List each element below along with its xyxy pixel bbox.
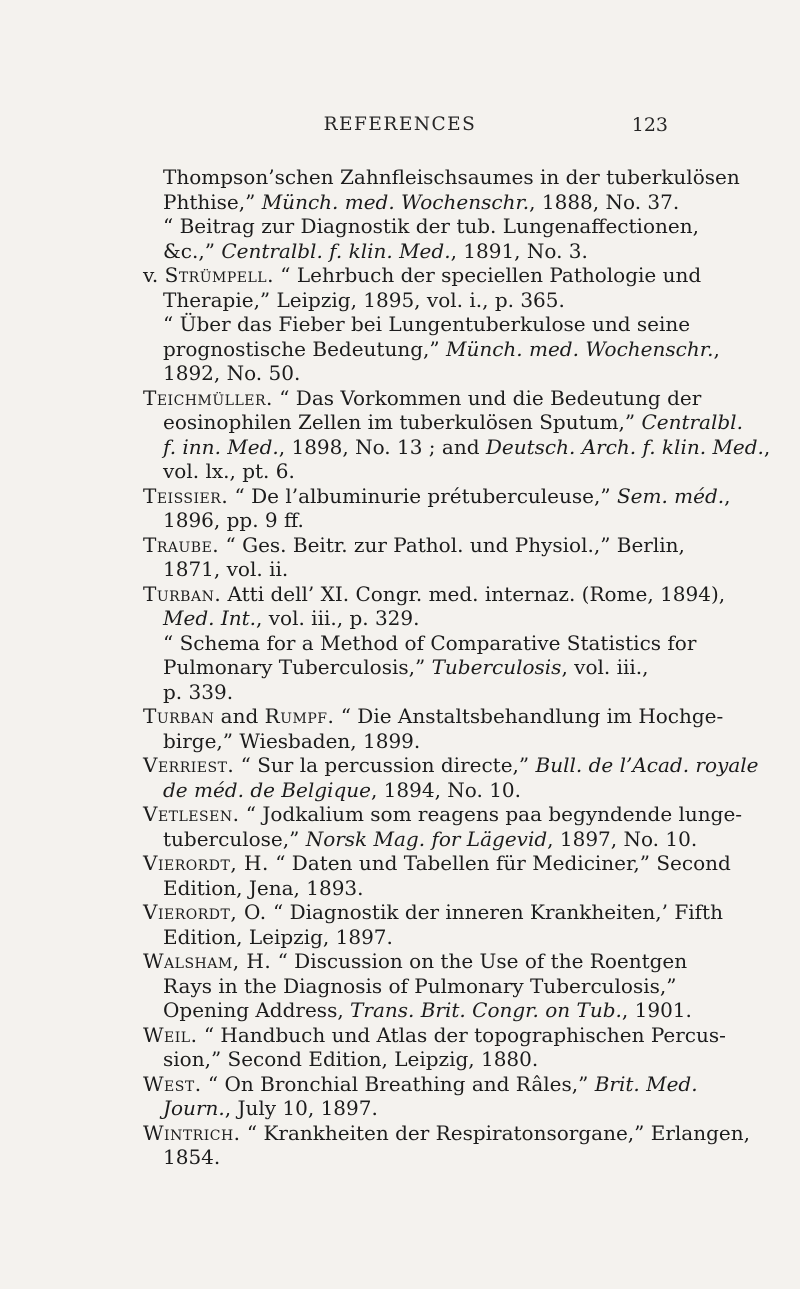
- journal-title: Münch. med. Wochenschr.: [445, 336, 714, 361]
- reference-text: birge,” Wiesbaden, 1899.: [163, 728, 421, 753]
- author-name: Rumpf.: [264, 704, 335, 728]
- reference-line: [143, 190, 711, 215]
- reference-text: Phthise,”: [163, 189, 262, 214]
- reference-text: prognostische Bedeutung,”: [163, 336, 446, 361]
- reference-text: p. 339.: [163, 679, 234, 704]
- author-name: Vierordt, O.: [143, 900, 267, 924]
- journal-title: Med. Int.: [163, 606, 257, 630]
- reference-text: , 1891, No. 3.: [450, 238, 588, 263]
- author-name: Vierordt, H.: [143, 851, 269, 875]
- journal-title: Münch. med. Wochenschr.: [261, 189, 530, 214]
- reference-line: [143, 410, 743, 435]
- reference-line: [143, 1120, 750, 1146]
- reference-text: Pulmonary Tuberculosis,”: [163, 655, 432, 679]
- reference-text: ,: [763, 434, 771, 459]
- reference-text: , 1888, No. 37.: [529, 189, 680, 214]
- reference-line: [143, 459, 711, 484]
- reference-text: “ Discussion on the Use of the Roentgen: [271, 949, 688, 973]
- journal-title: Tuberculosis: [431, 655, 562, 679]
- reference-text: Edition, Leipzig, 1897.: [163, 924, 393, 949]
- reference-line: [143, 753, 759, 778]
- reference-text: , July 10, 1897.: [224, 1096, 378, 1120]
- reference-text: ,: [713, 336, 720, 361]
- reference-line: [143, 312, 711, 337]
- reference-line: [143, 802, 743, 827]
- reference-text: “ Sur la percussion directe,”: [234, 753, 536, 777]
- reference-text: “ Die Anstaltsbehandlung im Hochge-: [334, 704, 724, 728]
- reference-text: “ On Bronchial Breathing and Râles,”: [201, 1071, 595, 1096]
- reference-line: [143, 851, 731, 876]
- reference-text: “ Jodkalium som reagens paa begyndende lunge-: [239, 802, 743, 826]
- running-head: REFERENCES: [323, 114, 477, 135]
- reference-text: Atti dell’ XI. Congr. med. internaz. (Rome, 1894),: [221, 581, 726, 606]
- reference-text: “ Handbuch und Atlas der topographischen Percus-: [197, 1022, 726, 1047]
- reference-line: [143, 336, 720, 362]
- journal-title: de méd. de Belgique: [163, 777, 371, 802]
- reference-text: Opening Address,: [163, 998, 351, 1022]
- reference-line: [143, 876, 711, 901]
- reference-text: , 1894, No. 10.: [370, 777, 522, 802]
- reference-line: [143, 288, 711, 313]
- reference-text: Edition, Jena, 1893.: [163, 875, 364, 900]
- reference-line: [143, 214, 711, 239]
- reference-text: “ Ges. Beitr. zur Pathol. und Physiol.,” Berlin,: [219, 532, 685, 557]
- journal-title: Deutsch. Arch. f. klin. Med.: [485, 434, 764, 459]
- reference-line: [143, 900, 723, 925]
- reference-line: [143, 165, 740, 190]
- reference-line: [143, 974, 711, 999]
- reference-line: [143, 581, 726, 607]
- journal-title: Journ.: [163, 1096, 225, 1120]
- reference-text: , vol. iii., p. 329.: [256, 606, 420, 630]
- reference-list: [143, 165, 771, 1170]
- reference-line: [143, 1022, 726, 1048]
- author-name: West.: [143, 1071, 202, 1096]
- reference-line: [143, 655, 711, 680]
- reference-text: vol. lx., pt. 6.: [163, 459, 295, 483]
- reference-text: “ De l’albuminurie prétuberculeuse,”: [228, 483, 617, 508]
- journal-title: Norsk Mag. for Lägevid: [305, 826, 548, 851]
- page-number: 123: [631, 114, 668, 136]
- reference-text: 1871, vol. ii.: [163, 557, 289, 581]
- author-name: Teichmüller.: [143, 385, 273, 410]
- reference-text: , vol. iii.,: [561, 655, 649, 679]
- reference-text: eosinophilen Zellen im tuberkulösen Sputum,”: [163, 410, 642, 434]
- reference-line: [143, 533, 711, 558]
- reference-text: “ Über das Fieber bei Lungentuberkulose und seine: [163, 312, 691, 336]
- reference-text: Thompson’schen Zahnfleischsaumes in der tuberkulösen: [163, 165, 740, 189]
- reference-text: Rays in the Diagnosis of Pulmonary Tuberculosis,”: [163, 973, 677, 998]
- reference-text: , 1898, No. 13 ; and: [278, 434, 486, 459]
- reference-line: [143, 949, 711, 974]
- reference-line: [143, 778, 711, 803]
- reference-line: [143, 1072, 711, 1097]
- reference-text: sion,” Second Edition, Leipzig, 1880.: [163, 1047, 539, 1071]
- reference-text: “ Lehrbuch der speciellen Pathologie und: [273, 263, 702, 287]
- journal-title: Brit. Med.: [594, 1071, 698, 1096]
- reference-line: [143, 361, 711, 386]
- reference-line: [143, 557, 711, 582]
- author-name: Traube.: [143, 532, 220, 557]
- journal-title: Centralbl. f. klin. Med.: [221, 238, 451, 263]
- reference-line: [143, 1145, 711, 1170]
- journal-title: Sem. méd.: [616, 483, 725, 508]
- reference-line: [143, 1096, 711, 1121]
- author-name: Walsham, H.: [143, 949, 272, 973]
- journal-title: Centralbl.: [641, 410, 743, 434]
- reference-text: 1896, pp. 9 ff.: [163, 508, 304, 532]
- journal-title: Trans. Brit. Congr. on Tub.: [350, 998, 622, 1022]
- reference-line: [143, 239, 711, 264]
- reference-line: [143, 1047, 711, 1072]
- author-name: Turban.: [143, 581, 222, 606]
- author-name: Strümpell.: [164, 263, 274, 287]
- reference-line: [143, 386, 711, 411]
- reference-text: v.: [143, 263, 165, 287]
- reference-line: [143, 606, 711, 631]
- reference-text: and: [214, 704, 265, 728]
- reference-line: [143, 263, 711, 288]
- reference-text: “ Das Vorkommen und die Bedeutung der: [272, 385, 702, 410]
- reference-text: “ Diagnostik der inneren Krankheiten,’ Fifth: [266, 900, 723, 924]
- reference-line: [143, 434, 771, 460]
- author-name: Weil.: [143, 1022, 198, 1047]
- reference-line: [143, 729, 711, 754]
- reference-text: &c.,”: [163, 238, 222, 263]
- reference-line: [143, 827, 711, 852]
- reference-line: [143, 680, 711, 705]
- reference-line: [143, 631, 711, 656]
- reference-text: , 1901.: [621, 998, 692, 1022]
- reference-text: , 1897, No. 10.: [547, 826, 698, 851]
- reference-line: [143, 998, 711, 1023]
- journal-title: Bull. de l’Acad. royale: [535, 753, 759, 777]
- reference-text: tuberculose,”: [163, 826, 306, 851]
- reference-text: “ Krankheiten der Respiratonsorgane,” Erlangen,: [240, 1120, 750, 1145]
- reference-text: “ Beitrag zur Diagnostik der tub. Lungenaffectionen,: [163, 214, 699, 238]
- reference-text: 1854.: [163, 1145, 221, 1169]
- journal-title: f. inn. Med.: [163, 434, 279, 459]
- author-name: Vetlesen.: [143, 802, 240, 826]
- reference-text: “ Daten und Tabellen für Mediciner,” Second: [268, 851, 731, 875]
- author-name: Teissier.: [143, 483, 229, 508]
- reference-line: [143, 483, 731, 509]
- reference-line: [143, 704, 724, 729]
- reference-line: [143, 508, 711, 533]
- reference-text: Therapie,” Leipzig, 1895, vol. i., p. 365.: [163, 287, 565, 312]
- reference-text: ,: [724, 483, 731, 508]
- reference-text: “ Schema for a Method of Comparative Statistics for: [163, 630, 697, 655]
- reference-line: [143, 925, 711, 950]
- author-name: Verriest.: [143, 753, 235, 777]
- reference-text: 1892, No. 50.: [163, 361, 301, 385]
- author-name: Wintrich.: [143, 1120, 241, 1145]
- author-name: Turban: [143, 704, 215, 728]
